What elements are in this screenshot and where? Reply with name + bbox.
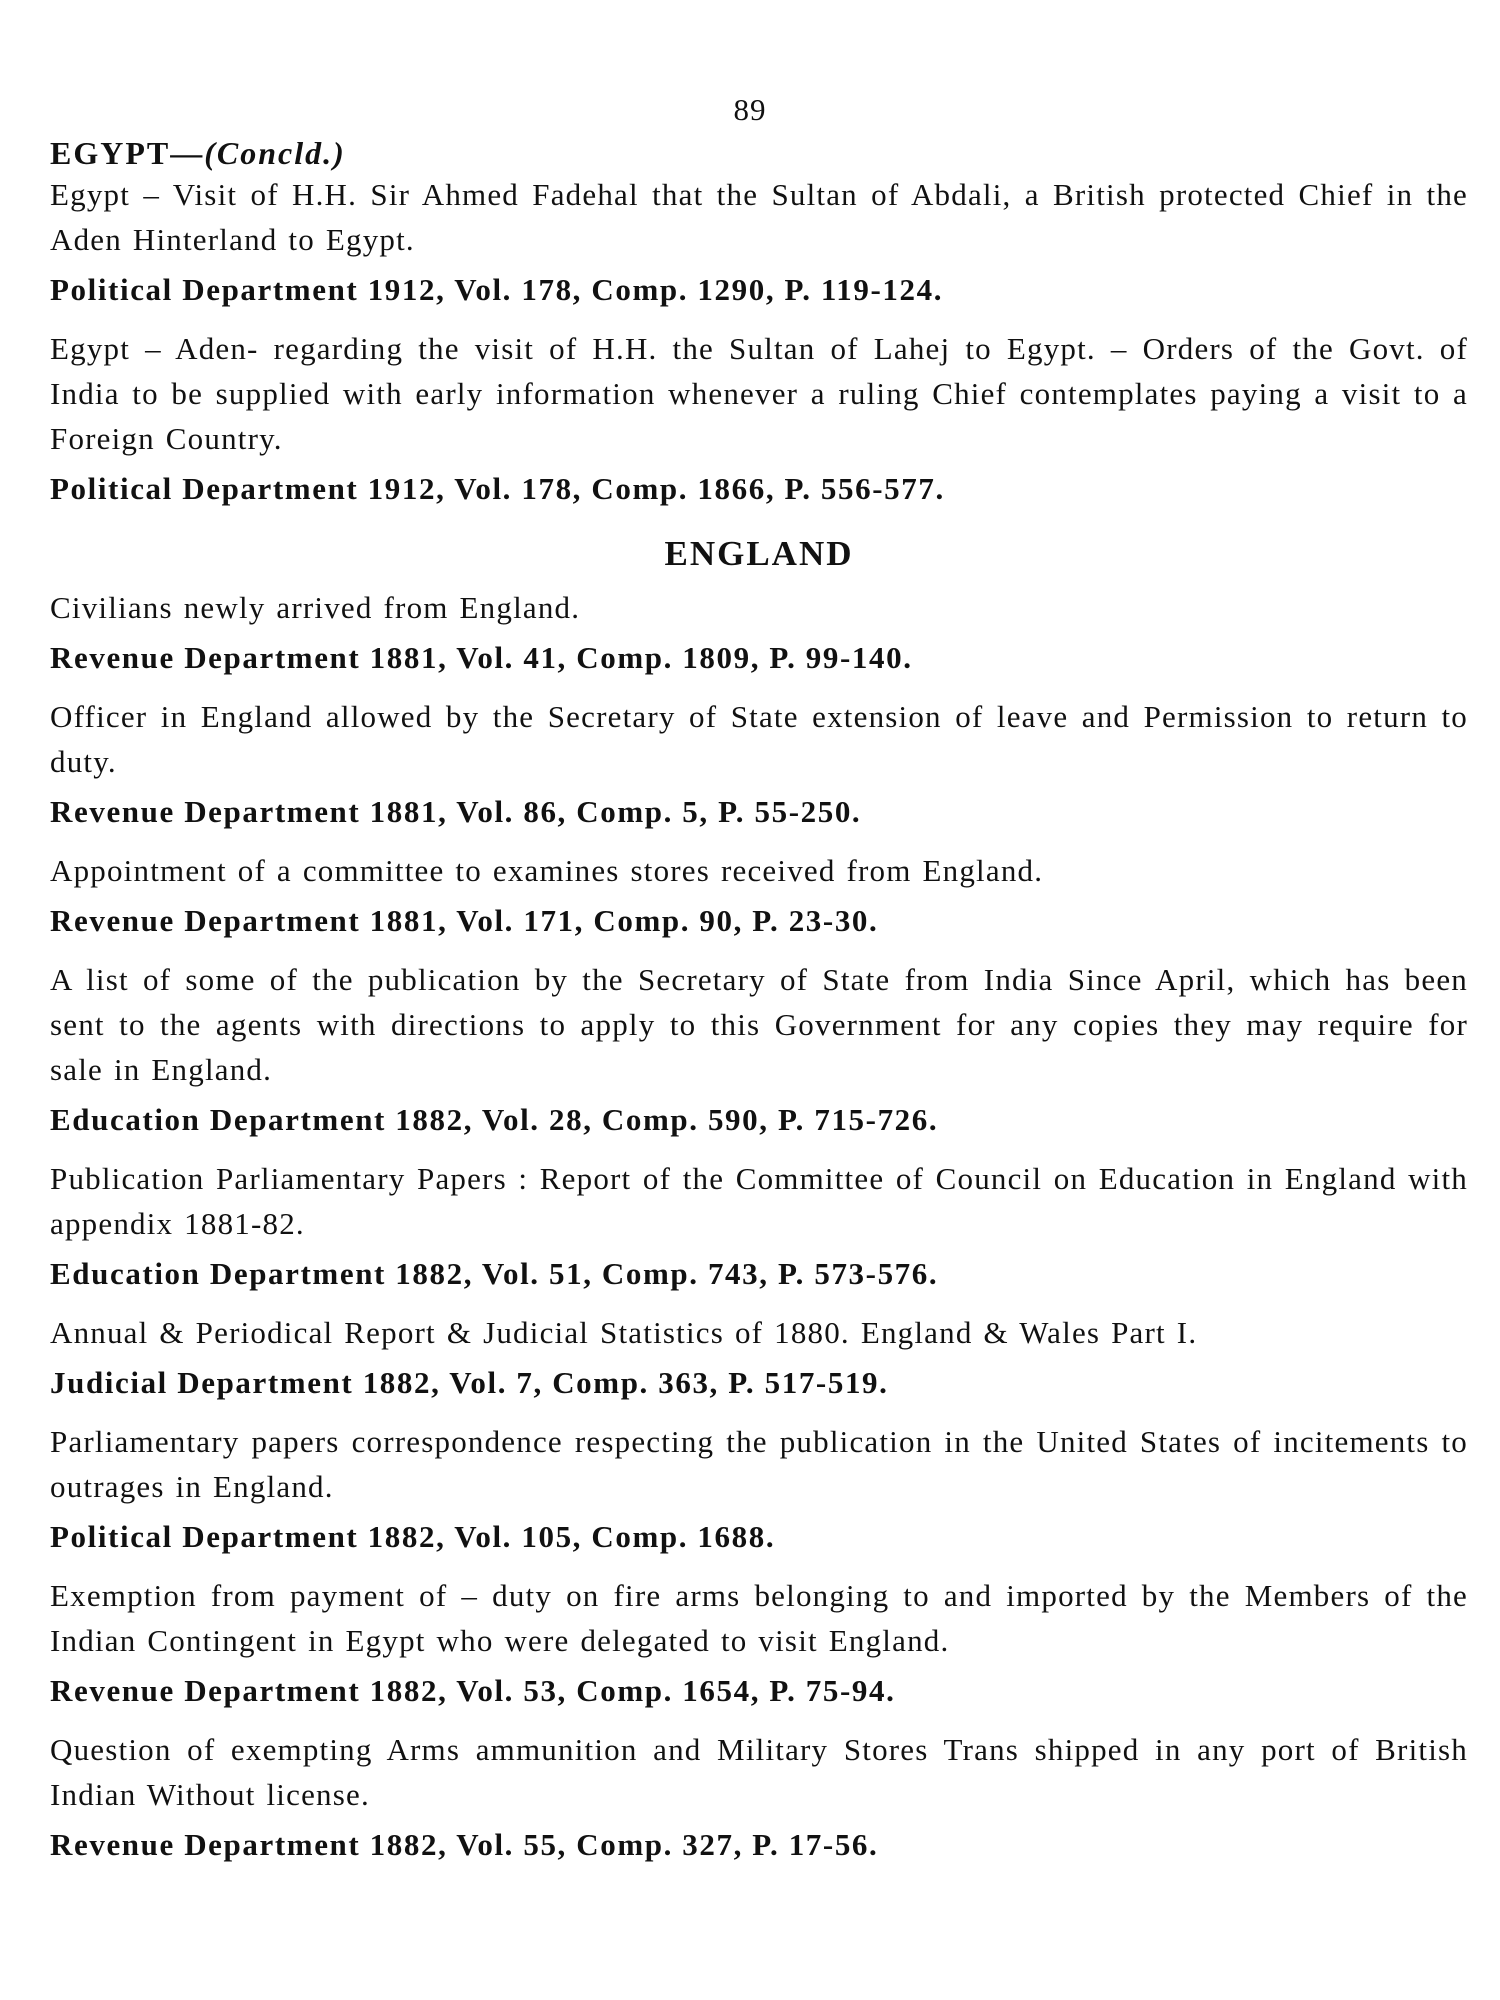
entry-reference: Political Department 1912, Vol. 178, Comp. 1290, P. 119-124. [50,272,944,307]
page-content [50,134,1468,1881]
entry-description: Exemption from payment of – duty on fire arms belonging to and imported by the Members of the Indian Contingent in Egypt who were delegated to visit England. [50,1578,1468,1658]
entry-reference: Revenue Department 1882, Vol. 53, Comp. 1654, P. 75-94. [50,1673,896,1708]
entry-england-2 [50,694,1468,834]
entry-england-4 [50,957,1468,1142]
entry-england-9 [50,1727,1468,1867]
entry-reference: Education Department 1882, Vol. 28, Comp. 590, P. 715-726. [50,1102,939,1137]
entry-description: Annual & Periodical Report & Judicial Statistics of 1880. England & Wales Part I. [50,1315,1198,1350]
entry-reference: Revenue Department 1882, Vol. 55, Comp. 327, P. 17-56. [50,1827,879,1862]
entry-reference: Education Department 1882, Vol. 51, Comp. 743, P. 573-576. [50,1256,939,1291]
entry-england-5 [50,1156,1468,1296]
entry-england-8 [50,1573,1468,1713]
entry-description: Appointment of a committee to examines stores received from England. [50,853,1044,888]
entry-england-3 [50,848,1468,943]
entry-england-6 [50,1310,1468,1405]
entry-reference: Judicial Department 1882, Vol. 7, Comp. 363, P. 517-519. [50,1365,889,1400]
section-title: ENGLAND [664,534,854,573]
continued-section-header [50,134,1468,172]
entry-reference: Political Department 1882, Vol. 105, Comp. 1688. [50,1519,776,1554]
continued-section-suffix: (Concld.) [204,135,346,171]
entry-england-1 [50,585,1468,680]
entry-description: Civilians newly arrived from England. [50,590,581,625]
entry-reference: Political Department 1912, Vol. 178, Comp. 1866, P. 556-577. [50,471,945,506]
entry-description: Egypt – Visit of H.H. Sir Ahmed Fadehal that the Sultan of Abdali, a British protected Chief in the Aden Hinterland to Egypt. [50,177,1468,257]
page-number: 89 [733,92,767,127]
entry-reference: Revenue Department 1881, Vol. 41, Comp. 1809, P. 99-140. [50,640,913,675]
entry-england-7 [50,1419,1468,1559]
entry-description: Question of exempting Arms ammunition and Military Stores Trans shipped in any port of British Indian Without license. [50,1732,1468,1812]
entry-egypt-1 [50,172,1468,312]
entry-description: Publication Parliamentary Papers : Report of the Committee of Council on Education in England with appendix 1881-82. [50,1161,1468,1241]
entry-egypt-2 [50,326,1468,511]
entry-description: Egypt – Aden- regarding the visit of H.H. the Sultan of Lahej to Egypt. – Orders of the Govt. of India to be supplied with early information whenever a ruling Chief contemplates paying a visit to a Foreign Country. [50,331,1468,456]
entry-reference: Revenue Department 1881, Vol. 86, Comp. 5, P. 55-250. [50,794,862,829]
continued-section-title: EGYPT— [50,135,205,171]
entry-description: Parliamentary papers correspondence respecting the publication in the United States of incitements to outrages in England. [50,1424,1468,1504]
entry-description: A list of some of the publication by the Secretary of State from India Since April, which has been sent to the agents with directions to apply to this Government for any copies they may require for sale in England. [50,962,1468,1087]
entry-description: Officer in England allowed by the Secretary of State extension of leave and Permission to return to duty. [50,699,1468,779]
entry-reference: Revenue Department 1881, Vol. 171, Comp. 90, P. 23-30. [50,903,879,938]
